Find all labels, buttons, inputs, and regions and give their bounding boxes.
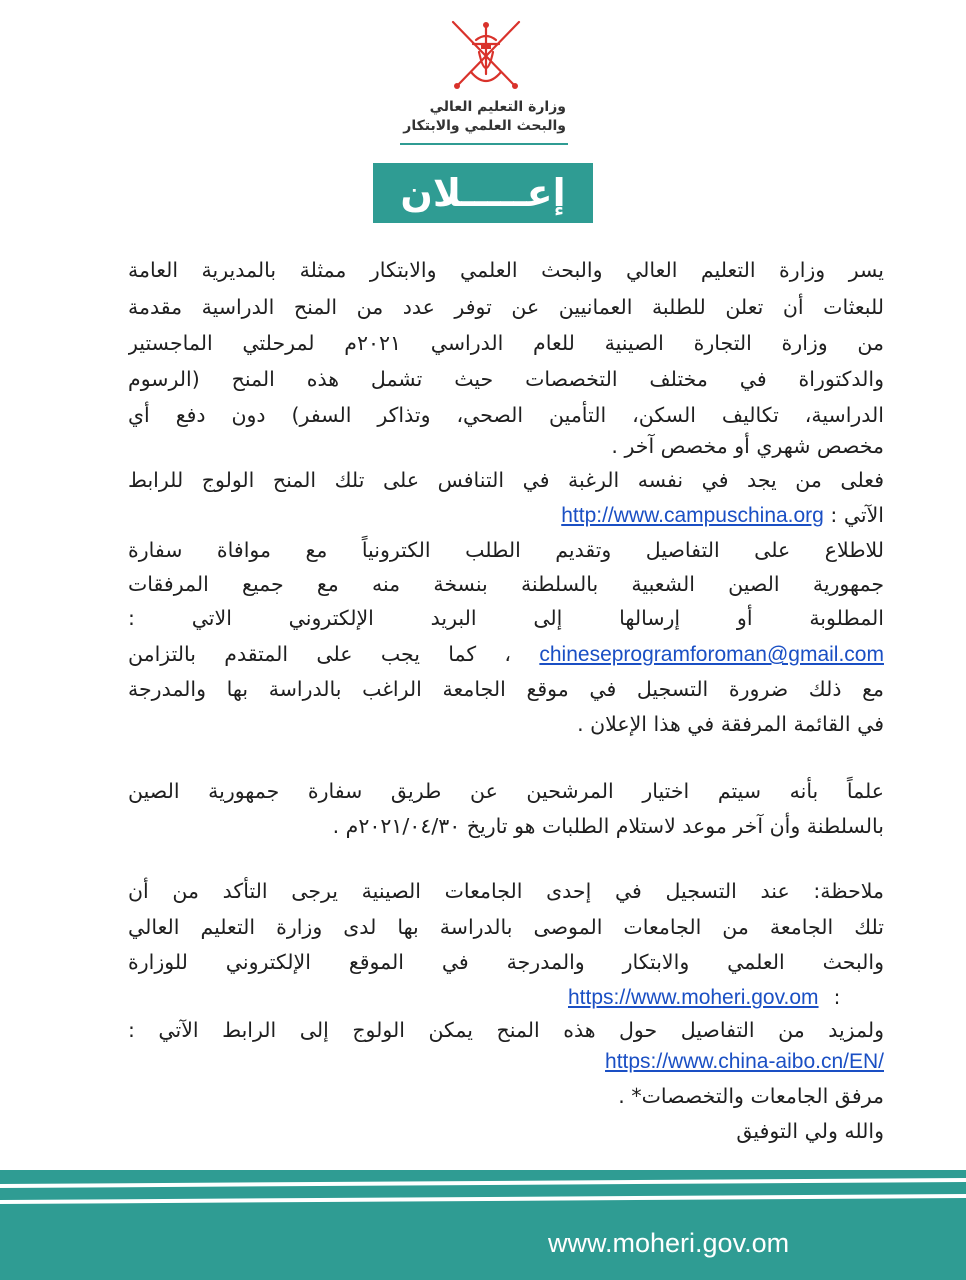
body-line: الدراسية، تكاليف السكن، التأمين الصحي، وتذاكر السفر) دون دفع أي	[128, 403, 884, 427]
china-aibo-link[interactable]: https://www.china-aibo.cn/EN/	[605, 1050, 884, 1073]
body-text: الآتي :	[830, 503, 884, 527]
body-line: في القائمة المرفقة في هذا الإعلان .	[577, 712, 884, 736]
email-link[interactable]: chineseprogramforoman@gmail.com	[539, 643, 884, 666]
body-line: تلك الجامعة من الجامعات الموصى بالدراسة بها لدى وزارة التعليم العالي	[128, 915, 884, 939]
body-line: للاطلاع على التفاصيل وتقديم الطلب الكترونياً مع موافاة سفارة	[128, 538, 884, 562]
body-line: مخصص شهري أو مخصص آخر .	[611, 434, 884, 458]
body-line: فعلى من يجد في نفسه الرغبة في التنافس على تلك المنح الولوج للرابط	[128, 468, 884, 492]
header-divider	[400, 143, 568, 145]
body-line	[128, 636, 884, 672]
body-line: ولمزيد من التفاصيل حول هذه المنح يمكن الولوج إلى الرابط الآتي :	[128, 1018, 884, 1042]
campuschina-link[interactable]: http://www.campuschina.org	[561, 504, 824, 527]
closing-line: والله ولي التوفيق	[736, 1119, 884, 1143]
body-line	[550, 1044, 884, 1080]
oman-khanjar-emblem-icon	[443, 14, 529, 94]
body-line: علماً بأنه سيتم اختيار المرشحين عن طريق سفارة جمهورية الصين	[128, 779, 884, 803]
body-line: ملاحظة: عند التسجيل في إحدى الجامعات الصينية يرجى التأكد من أن	[128, 879, 884, 903]
body-line: والدكتوراة في مختلف التخصصات حيث تشمل هذه المنح (الرسوم	[128, 367, 884, 391]
body-line	[568, 979, 884, 1015]
footer-website: www.moheri.gov.om	[548, 1228, 790, 1258]
body-line: من وزارة التجارة الصينية للعام الدراسي ٢٠٢١م لمرحلتي الماجستير	[128, 331, 884, 355]
ministry-name-line1: وزارة التعليم العالي	[429, 99, 566, 115]
body-line: مرفق الجامعات والتخصصات* .	[618, 1084, 884, 1108]
body-line: والبحث العلمي والابتكار والمدرجة في الموقع الإلكتروني للوزارة	[128, 950, 884, 974]
body-line: يسر وزارة التعليم العالي والبحث العلمي والابتكار ممثلة بالمديرية العامة	[128, 258, 884, 282]
body-line: للبعثات أن تعلن للطلبة العمانيين عن توفر عدد من المنح الدراسية مقدمة	[128, 295, 884, 319]
body-line: جمهورية الصين الشعبية بالسلطنة بنسخة منه مع جميع المرفقات	[128, 572, 884, 596]
moheri-link[interactable]: https://www.moheri.gov.om	[568, 986, 819, 1009]
body-line	[128, 497, 884, 533]
body-line: مع ذلك ضرورة التسجيل في موقع الجامعة الراغب بالدراسة بها والمدرجة	[128, 677, 884, 701]
ministry-name-line2: والبحث العلمي والابتكار	[403, 118, 566, 134]
announcement-title: إعـــــلان	[373, 163, 593, 223]
colon-text: :	[833, 985, 841, 1009]
body-line: بالسلطنة وأن آخر موعد لاستلام الطلبات هو تاريخ ٢٠٢١/٠٤/٣٠م .	[332, 814, 884, 838]
body-line: المطلوبة أو إرسالها إلى البريد الإلكتروني الاتي :	[128, 606, 884, 630]
body-text: ، كما يجب على المتقدم بالتزامن	[128, 642, 512, 666]
